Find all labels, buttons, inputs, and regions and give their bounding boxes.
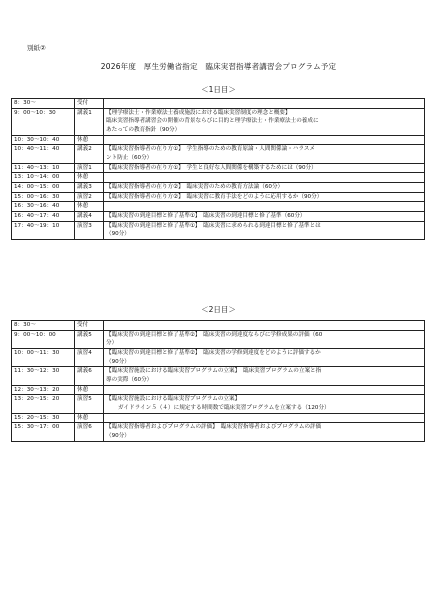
time-cell: 9：00～10：00	[12, 330, 75, 348]
schedule-row	[12, 330, 425, 348]
session-description-cell	[104, 173, 425, 183]
session-description-cell	[104, 182, 425, 192]
description-line: （90分）	[106, 432, 130, 439]
session-description-cell	[104, 330, 425, 348]
session-description-cell	[104, 221, 425, 239]
time-cell: 13：10～14：00	[12, 173, 75, 183]
schedule-row	[12, 395, 425, 413]
description-line: 【臨床実習の到達目標と修了基準②】 臨床実習の学修到達度をどのように評価するか	[106, 349, 321, 356]
session-code-cell: 休憩	[75, 135, 104, 145]
description-line: 臨床実習指導者講習会の開催の背景ならびに目的と理学療法士・作業療法士の養成に	[106, 118, 319, 125]
schedule-row	[12, 211, 425, 221]
session-description-cell	[104, 145, 425, 163]
time-cell: 15：00～16：30	[12, 192, 75, 202]
description-line: ント防止（60分）	[106, 154, 153, 161]
time-cell: 11：30～12：30	[12, 367, 75, 385]
session-code-cell: 演習3	[75, 221, 104, 239]
time-cell: 13：20～15：20	[12, 395, 75, 413]
session-code-cell: 演習4	[75, 348, 104, 366]
session-description-cell	[104, 395, 425, 413]
session-code-cell: 休憩	[75, 202, 104, 212]
schedule-row	[12, 423, 425, 441]
description-line: 【臨床実習指導者の在り方②】 臨床実習に教育手法をどのように応用するか（90分）	[106, 193, 323, 200]
time-cell: 10：00～11：30	[12, 348, 75, 366]
session-description-cell	[104, 211, 425, 221]
session-description-cell	[104, 423, 425, 441]
attachment-label: 別紙②	[27, 44, 46, 52]
session-description-cell	[104, 413, 425, 423]
description-line: ガイドライン５（４）に規定する時間数で臨床実習プログラムを立案する（120分）	[118, 404, 330, 411]
description-line: 【臨床実習施設における臨床実習プログラムの立案】 臨床実習プログラムの立案と指	[106, 368, 322, 375]
schedule-row	[12, 221, 425, 239]
schedule-row	[12, 321, 425, 331]
session-description-cell	[104, 99, 425, 109]
session-description-cell	[104, 367, 425, 385]
session-description-cell	[104, 135, 425, 145]
session-code-cell: 講義1	[75, 108, 104, 135]
time-cell: 17：40～19：10	[12, 221, 75, 239]
time-cell: 8：30～	[12, 99, 75, 109]
schedule-row	[12, 385, 425, 395]
session-code-cell: 講義4	[75, 211, 104, 221]
session-code-cell: 講義6	[75, 367, 104, 385]
session-code-cell: 受付	[75, 321, 104, 331]
session-code-cell: 受付	[75, 99, 104, 109]
document-title: 2026年度 厚生労働省指定 臨床実習指導者講習会プログラム予定	[100, 62, 337, 71]
schedule-row	[12, 182, 425, 192]
schedule-row	[12, 348, 425, 366]
description-line: 【臨床実習の到達目標と修了基準①】 臨床実習に求められる到達目標と修了基準とは	[106, 222, 321, 229]
time-cell: 8：30～	[12, 321, 75, 331]
description-line: 【理学療法士・作業療法士養成施設における臨床実習制度の理念と概要】	[106, 109, 291, 116]
day1-heading: ＜1日目＞	[201, 85, 236, 94]
session-description-cell	[104, 385, 425, 395]
schedule-row	[12, 173, 425, 183]
time-cell: 16：40～17：40	[12, 211, 75, 221]
description-line: 【臨床実習指導者の在り方①】 学生指導のための教育原論・人間関係論・ハラスメ	[106, 146, 316, 153]
day1-schedule-table	[11, 98, 425, 240]
description-line: 【臨床実習の到達目標と修了基準①】 臨床実習の到達目標と修了基準（60分）	[106, 212, 306, 219]
time-cell: 14：00～15：00	[12, 182, 75, 192]
session-code-cell: 休憩	[75, 173, 104, 183]
session-code-cell: 休憩	[75, 385, 104, 395]
time-cell: 16：30～16：40	[12, 202, 75, 212]
session-description-cell	[104, 163, 425, 173]
session-description-cell	[104, 202, 425, 212]
session-code-cell: 講義3	[75, 182, 104, 192]
time-cell: 9：00～10：30	[12, 108, 75, 135]
schedule-row	[12, 145, 425, 163]
description-line: 【臨床実習指導者の在り方①】 学生と良好な人間関係を構築するためには（90分）	[106, 164, 317, 171]
session-description-cell	[104, 321, 425, 331]
session-code-cell: 演習1	[75, 163, 104, 173]
description-line: あたっての教育指針（90分）	[106, 126, 181, 133]
session-description-cell	[104, 108, 425, 135]
time-cell: 10：40～11：40	[12, 145, 75, 163]
description-line: （90分）	[106, 358, 130, 365]
schedule-row	[12, 202, 425, 212]
session-code-cell: 演習2	[75, 192, 104, 202]
schedule-row	[12, 413, 425, 423]
session-code-cell: 講義5	[75, 330, 104, 348]
session-description-cell	[104, 348, 425, 366]
session-code-cell: 演習6	[75, 423, 104, 441]
day2-heading: ＜2日目＞	[201, 305, 236, 314]
schedule-row	[12, 163, 425, 173]
day2-schedule-table	[11, 320, 425, 442]
description-line: 【臨床実習施設における臨床実習プログラムの立案】	[106, 396, 241, 403]
description-line: 分）	[106, 340, 118, 347]
schedule-row	[12, 367, 425, 385]
session-description-cell	[104, 192, 425, 202]
description-line: 【臨床実習の到達目標と修了基準②】 臨床実習の到達度ならびに学修成果の評価（60	[106, 331, 323, 338]
schedule-row	[12, 135, 425, 145]
time-cell: 15：30～17：00	[12, 423, 75, 441]
description-line: （90分）	[106, 231, 130, 238]
time-cell: 12：30～13：20	[12, 385, 75, 395]
time-cell: 10：30～10：40	[12, 135, 75, 145]
session-code-cell: 演習5	[75, 395, 104, 413]
time-cell: 15：20～15：30	[12, 413, 75, 423]
schedule-row	[12, 108, 425, 135]
schedule-row	[12, 192, 425, 202]
description-line: 導の実際（60分）	[106, 376, 153, 383]
schedule-row	[12, 99, 425, 109]
session-code-cell: 講義2	[75, 145, 104, 163]
description-line: 【臨床実習指導者の在り方②】 臨床実習のための教育方法論（60分）	[106, 183, 284, 190]
session-code-cell: 休憩	[75, 413, 104, 423]
time-cell: 11：40～13：10	[12, 163, 75, 173]
description-line: 【臨床実習指導者およびプログラムの評価】 臨床実習指導者およびプログラムの評価	[106, 424, 322, 431]
